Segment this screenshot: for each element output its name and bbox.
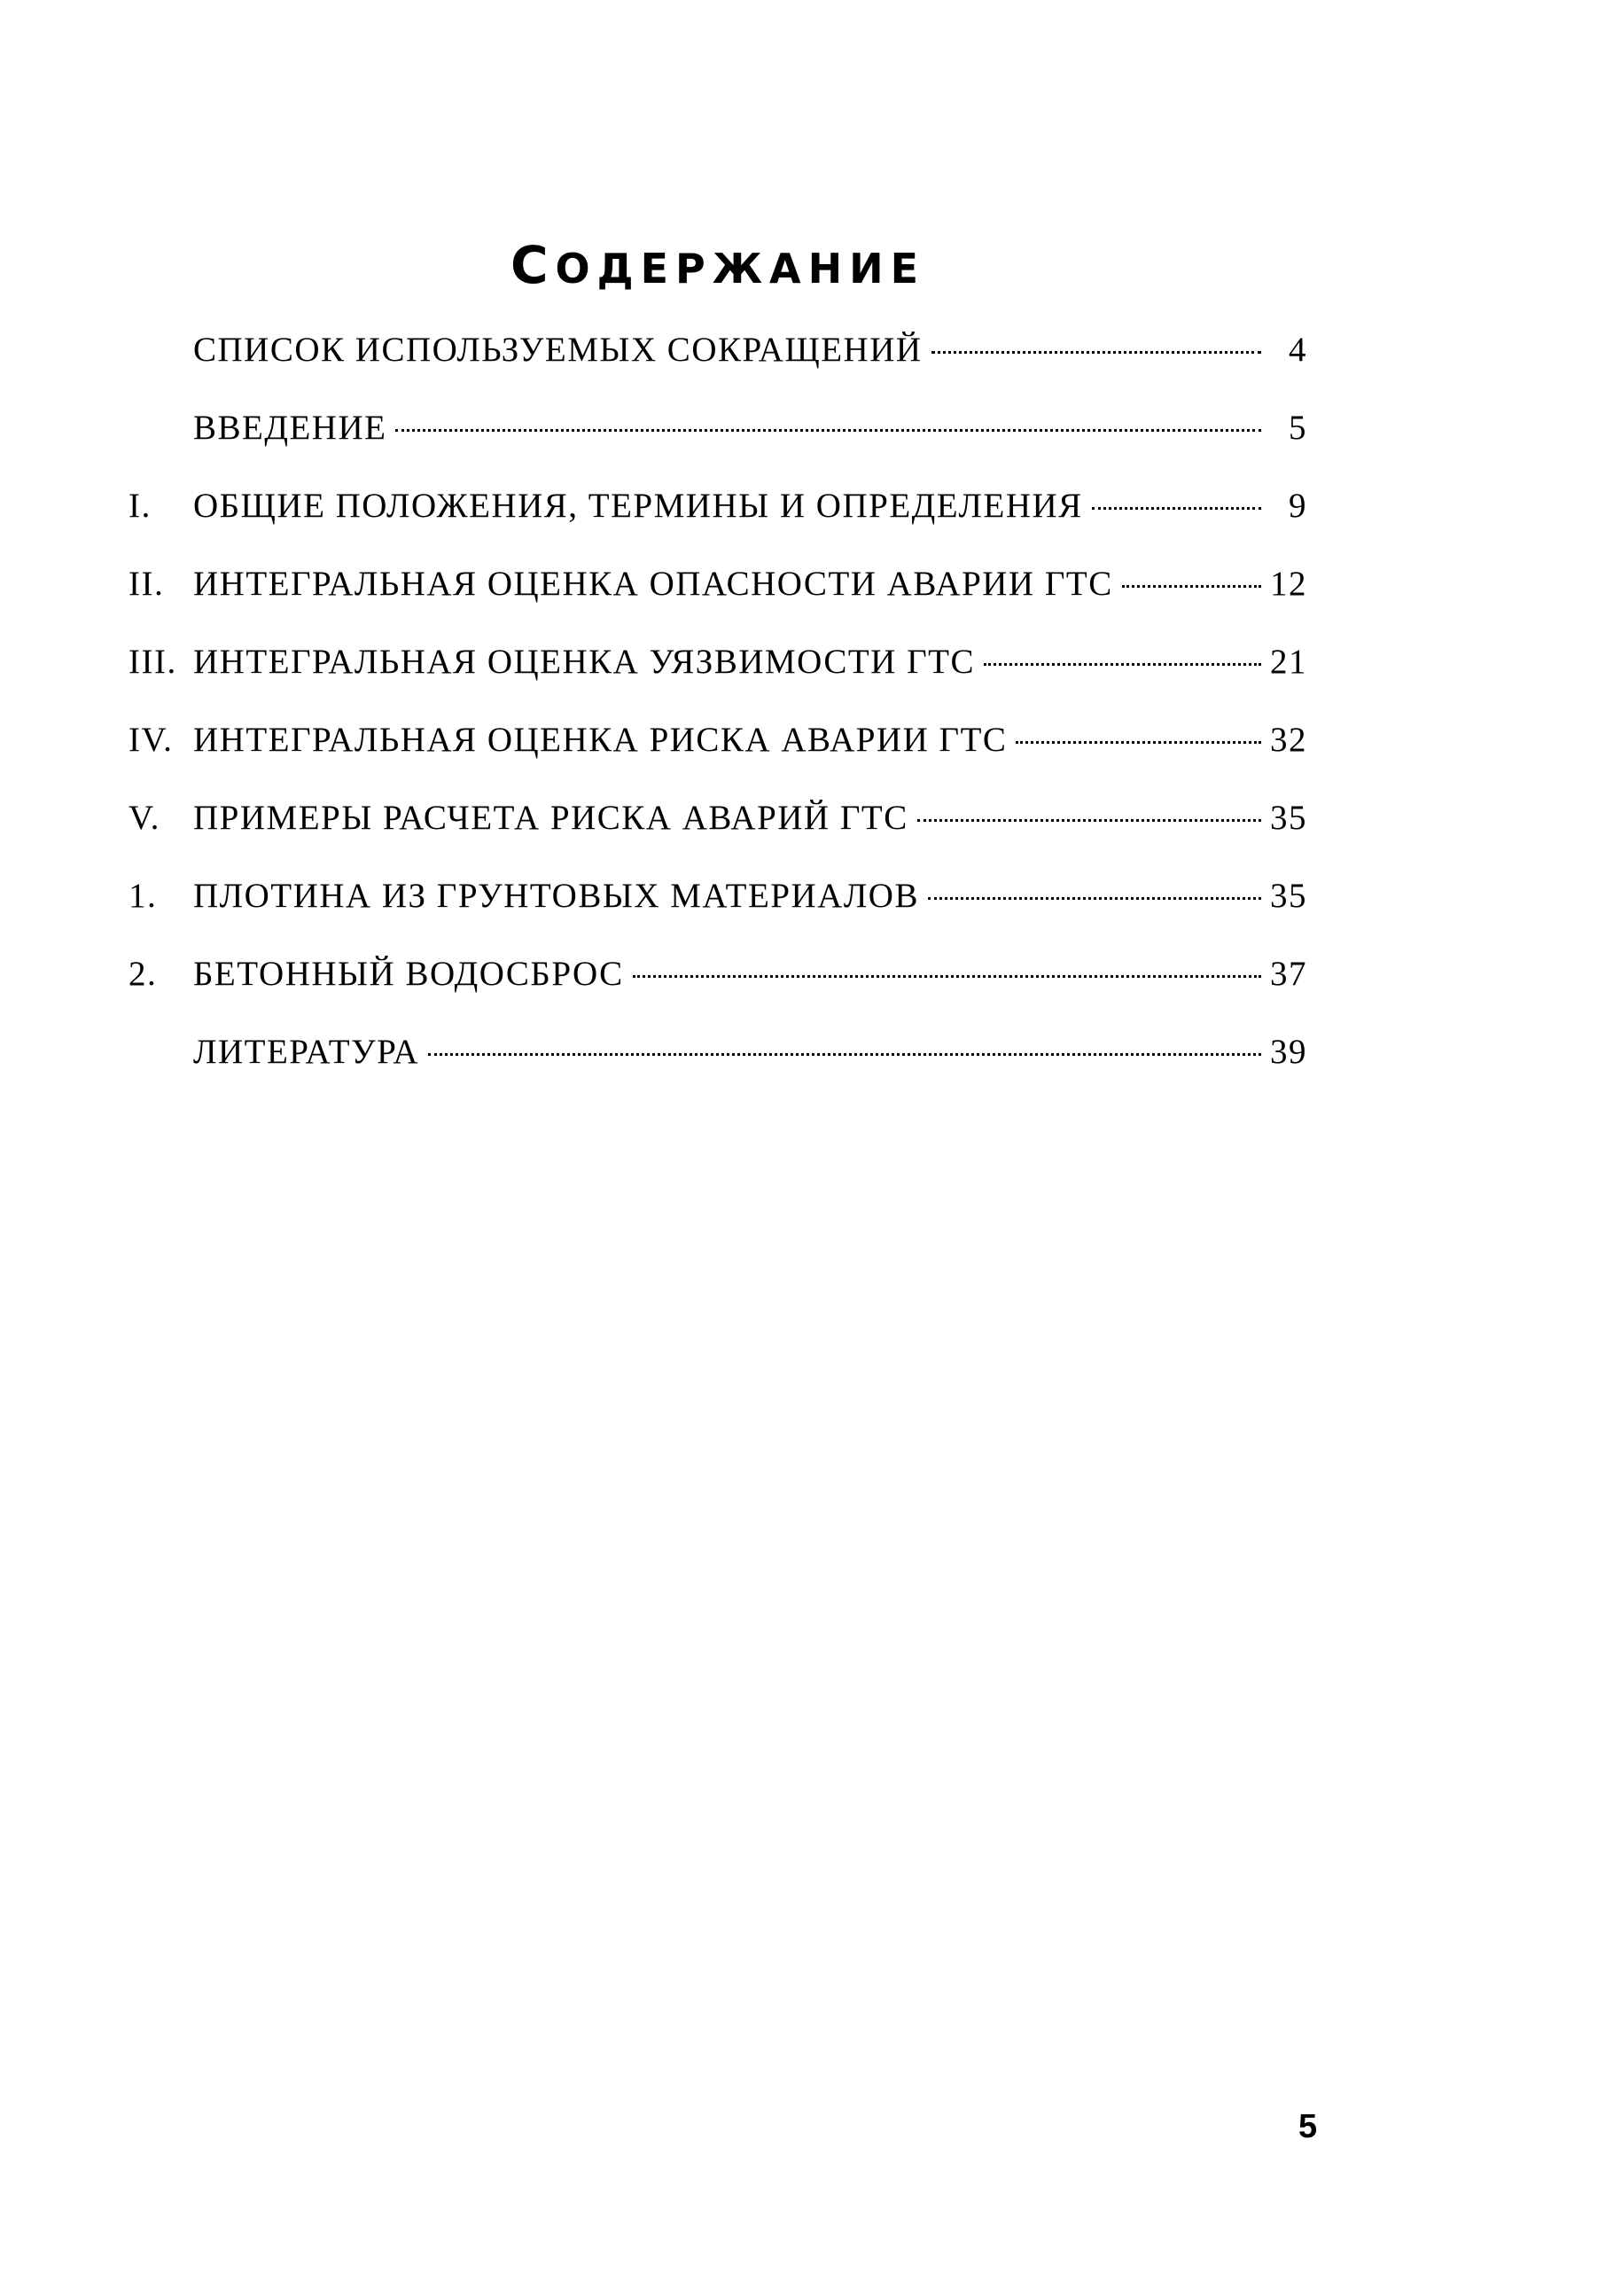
toc-entry-abbreviations[interactable] [129,330,1307,408]
toc-dot-leader [633,975,1261,978]
toc-dot-leader [1092,507,1261,510]
page-title-initial: С [510,234,556,295]
toc-dot-leader [428,1053,1261,1056]
toc-entry-literature[interactable] [129,1032,1307,1110]
toc-entry-page: 39 [1270,1033,1307,1071]
toc-entry-section-2[interactable] [129,564,1307,642]
toc-entry-page: 9 [1289,487,1307,525]
toc-entry-page: 35 [1270,877,1307,915]
toc-entry-introduction[interactable] [129,408,1307,486]
toc-entry-number: V. [129,799,160,837]
toc-entry-number: III. [129,643,177,681]
toc-dot-leader [931,351,1261,354]
toc-entry-title: ИНТЕГРАЛЬНАЯ ОЦЕНКА ОПАСНОСТИ АВАРИИ ГТС [193,565,1113,603]
toc-entry-number: IV. [129,721,174,759]
toc-dot-leader [928,897,1261,900]
toc-dot-leader [1122,585,1261,588]
table-of-contents [129,330,1307,1110]
toc-entry-section-3[interactable] [129,642,1307,720]
toc-entry-title: СПИСОК ИСПОЛЬЗУЕМЫХ СОКРАЩЕНИЙ [193,331,923,369]
toc-entry-page: 5 [1289,409,1307,447]
toc-entry-page: 32 [1270,721,1307,759]
toc-dot-leader [395,429,1261,432]
page-title-rest: ОДЕРЖАНИЕ [555,244,926,293]
toc-dot-leader [984,663,1261,666]
toc-entry-number: II. [129,565,165,603]
toc-entry-title: ИНТЕГРАЛЬНАЯ ОЦЕНКА РИСКА АВАРИИ ГТС [193,721,1008,759]
toc-entry-page: 4 [1289,331,1307,369]
toc-entry-page: 21 [1270,643,1307,681]
page-title [0,234,1436,295]
toc-entry-title: ПРИМЕРЫ РАСЧЕТА РИСКА АВАРИЙ ГТС [193,799,908,837]
toc-entry-section-4[interactable] [129,720,1307,798]
toc-entry-page: 35 [1270,799,1307,837]
toc-entry-example-2[interactable] [129,954,1307,1032]
toc-dot-leader [1016,741,1261,744]
toc-entry-title: ОБЩИЕ ПОЛОЖЕНИЯ, ТЕРМИНЫ И ОПРЕДЕЛЕНИЯ [193,487,1083,525]
toc-entry-title: ПЛОТИНА ИЗ ГРУНТОВЫХ МАТЕРИАЛОВ [193,877,919,915]
toc-entry-section-1[interactable] [129,486,1307,564]
page-number: 5 [1298,2108,1318,2145]
toc-entry-number: 1. [129,877,158,915]
toc-entry-page: 37 [1270,955,1307,993]
toc-entry-page: 12 [1270,565,1307,603]
toc-entry-number: 2. [129,955,158,993]
toc-dot-leader [917,819,1261,822]
toc-entry-title: БЕТОННЫЙ ВОДОСБРОС [193,955,624,993]
toc-entry-title: ЛИТЕРАТУРА [193,1033,419,1071]
toc-entry-section-5[interactable] [129,798,1307,876]
toc-entry-title: ИНТЕГРАЛЬНАЯ ОЦЕНКА УЯЗВИМОСТИ ГТС [193,643,975,681]
toc-entry-title: ВВЕДЕНИЕ [193,409,387,447]
toc-entry-number: I. [129,487,152,525]
toc-entry-example-1[interactable] [129,876,1307,954]
